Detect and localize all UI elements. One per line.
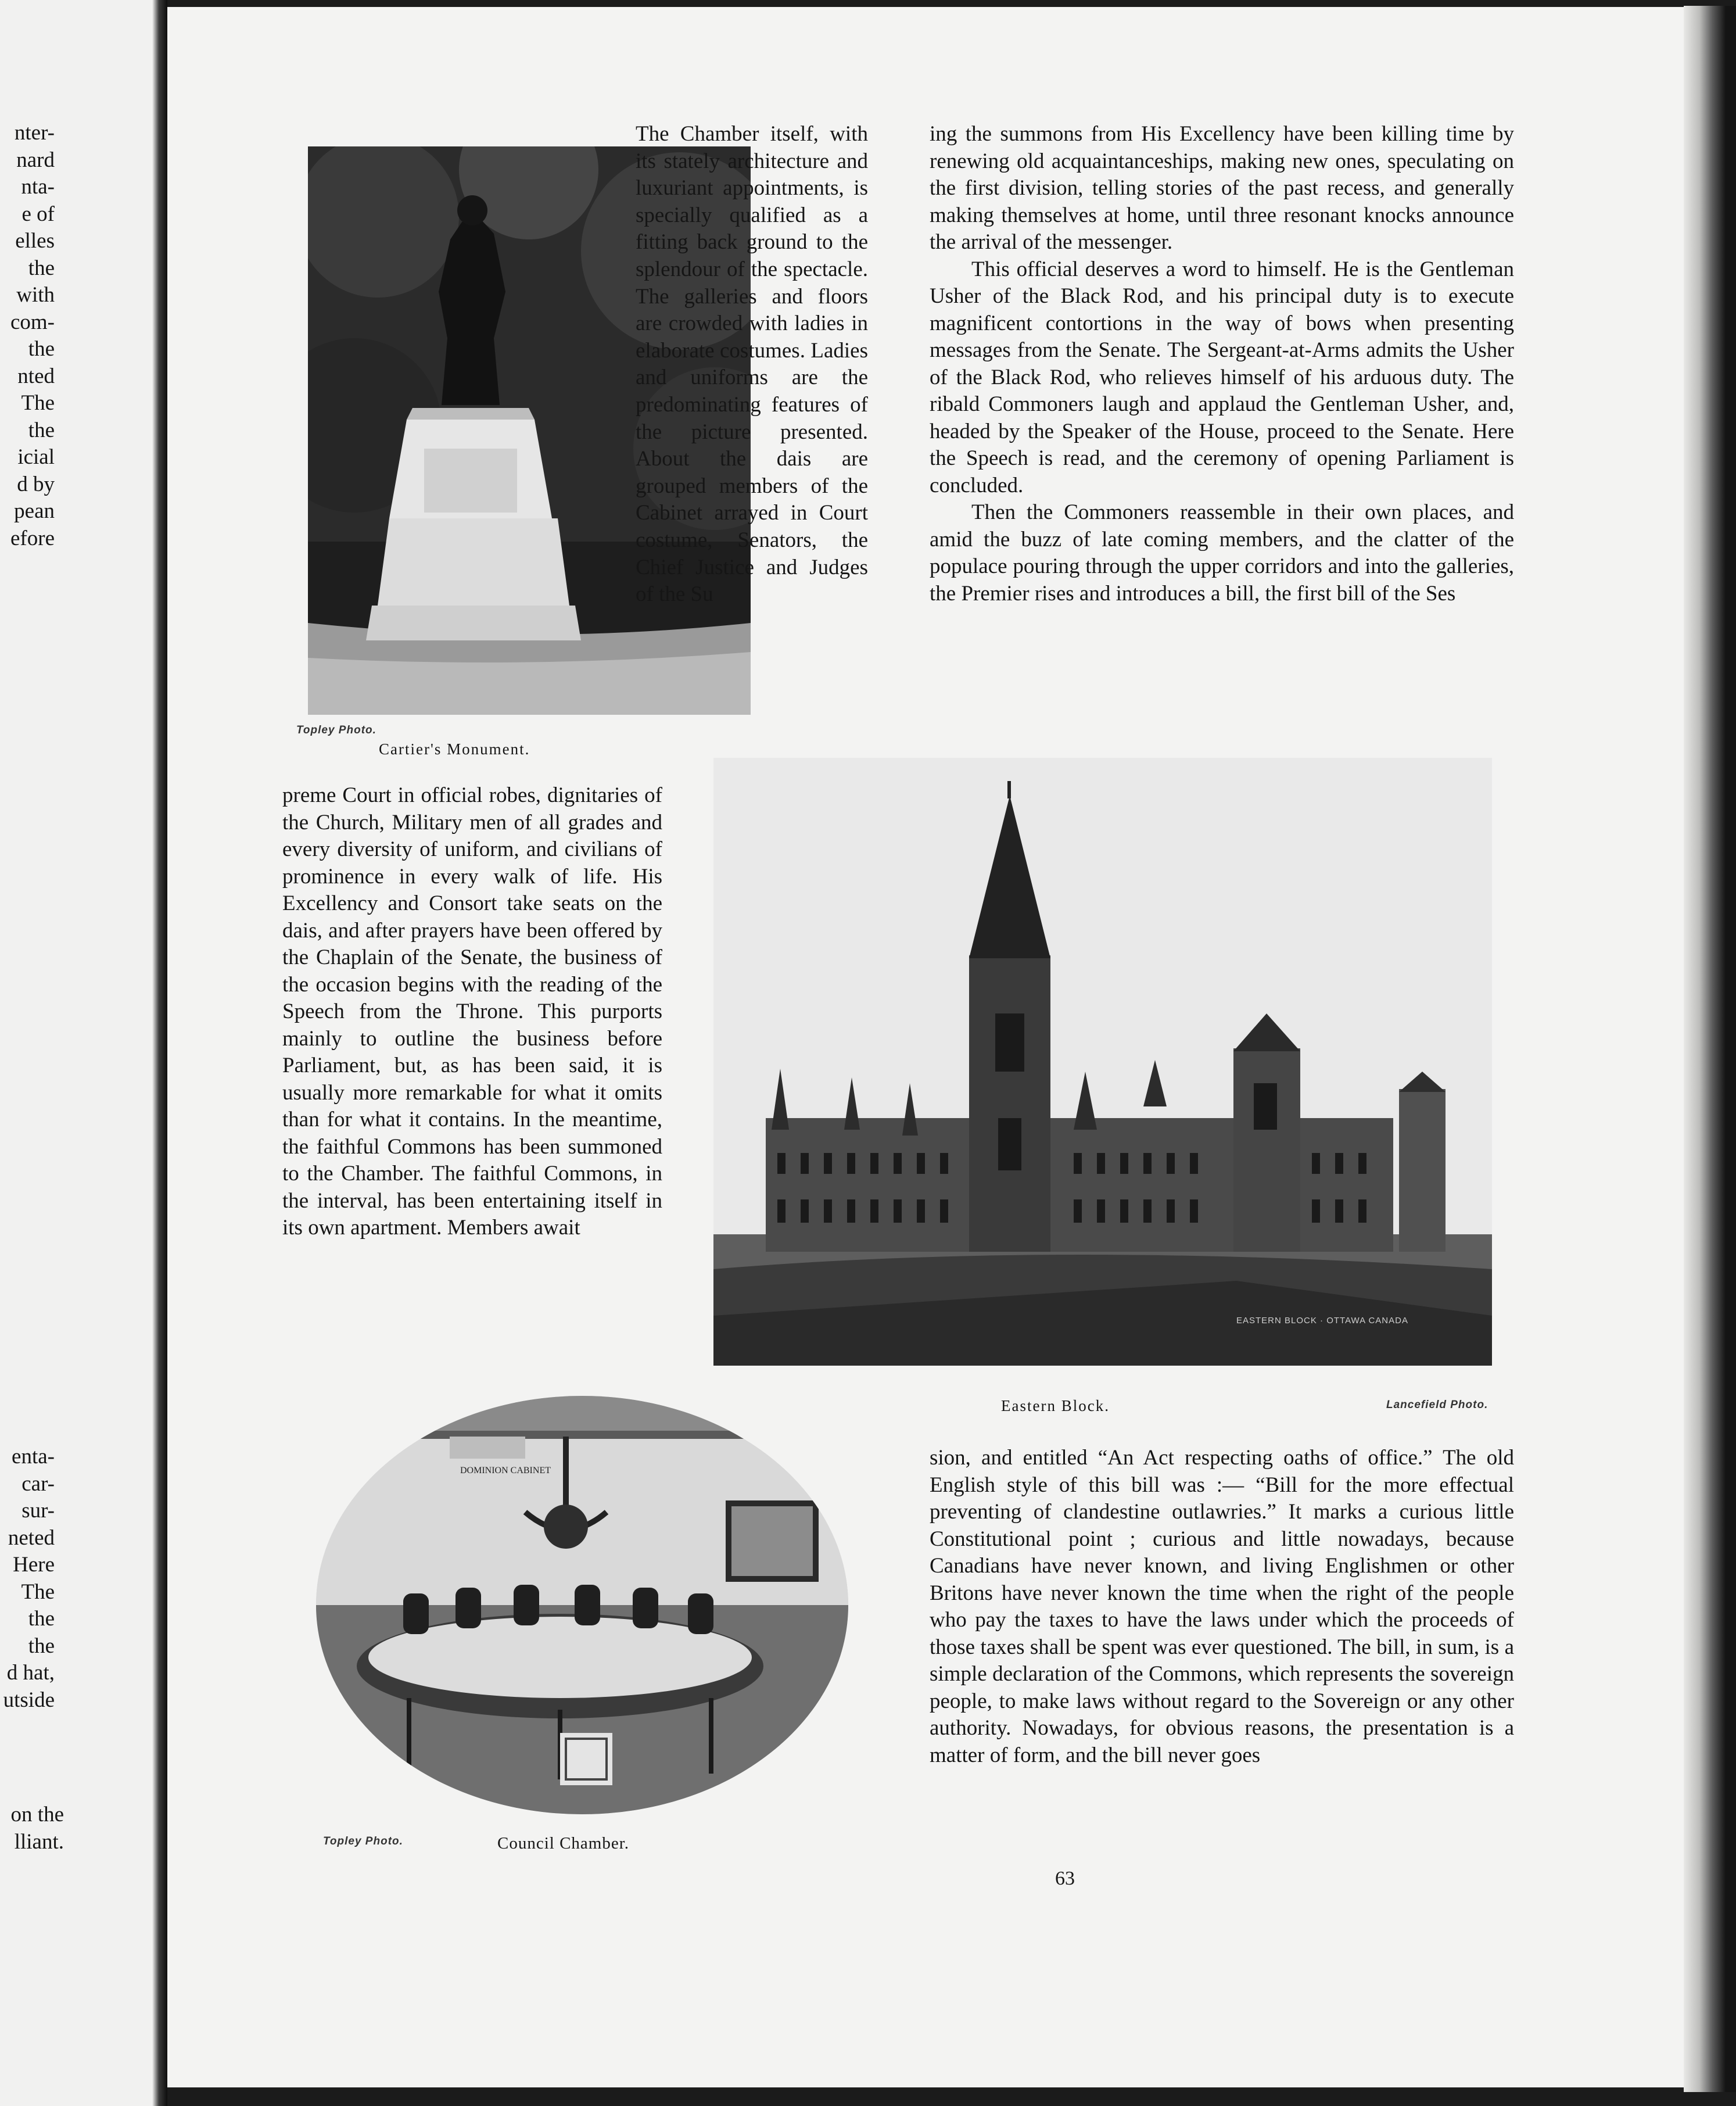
facing-page-line: efore (10, 526, 55, 550)
photo-inscription: EASTERN BLOCK · OTTAWA CANADA (1236, 1316, 1408, 1326)
facing-page-line: the (28, 256, 55, 280)
paragraph: Then the Commoners reassemble in their own places, and amid the buzz of late coming members, and the clatter of the populace pouring through the upper corridors and into the galleries, the Premier rises and introduces a bill, the first bill of the Ses (930, 500, 1514, 606)
book-gutter (152, 0, 167, 2106)
facing-page-line: icial (17, 445, 55, 469)
council-caption: Council Chamber. (497, 1834, 630, 1853)
facing-page-line: lliant. (14, 1829, 64, 1854)
facing-page-line: pean (14, 499, 55, 523)
facing-page-line: com- (10, 310, 55, 334)
text-column-bottom-right (930, 1445, 1514, 1769)
facing-page-line: elles (15, 229, 55, 253)
facing-page-line: enta- (12, 1445, 55, 1469)
monument-photo-credit: Topley Photo. (296, 724, 376, 736)
facing-page-line: Here (13, 1553, 55, 1577)
facing-page-line: the (28, 1607, 55, 1631)
page-edge (1684, 6, 1736, 2092)
facing-page-line: the (28, 1634, 55, 1658)
facing-page-line: with (16, 283, 55, 307)
paragraph: ing the summons from His Excellency have been killing time by renewing old acquaintanceships, making new ones, speculating on the first division, telling stories of the past recess, and generally making themselves at home, until three resonant knocks announce the arrival of the messenger. (930, 122, 1514, 254)
paragraph: This official deserves a word to himself. He is the Gentleman Usher of the Black Rod, and his principal duty is to execute magnificent contortions in the way of bows when presenting messages from the Senate. The Sergeant-at-Arms admits the Usher of the Black Rod, who relieves himself of his arduous duty. The ribald Commoners laugh and applaud the Gentleman Usher, and, headed by the Speaker of the House, proceed to the Senate. Here the Speech is read, and the ceremony of opening Parliament is concluded. (930, 257, 1514, 497)
facing-page-line: neted (8, 1525, 55, 1550)
facing-page-line: nta- (21, 175, 55, 199)
text-column-middle-left (282, 782, 662, 1242)
facing-page-line: sur- (21, 1499, 55, 1523)
eastern-block-caption: Eastern Block. (1001, 1397, 1110, 1414)
paragraph: The Chamber itself, with its stately architecture and luxuriant appointments, is specially qualified as a fitting back ground to the splendour of the spectacle. The galleries and floors are crowded with ladies in elaborate costumes. Ladies and uniforms are the predominating features of the picture presented. About the dais are grouped members of the Cabinet arrayed in Court costume, Senators, the Chief Justice and Judges of the Su (636, 122, 868, 607)
facing-page (0, 0, 152, 2106)
facing-page-line: nard (16, 148, 55, 172)
facing-page-line: the (28, 337, 55, 361)
facing-page-line: e of (21, 202, 55, 226)
facing-page-line: on the (10, 1803, 64, 1826)
paragraph: preme Court in official robes, dignitaries of the Church, Military men of all grades and every diversity of uniform, and civilians of prominence in every walk of life. His Excellency and Consort take seats on the dais, and after prayers have been offered by the Chaplain of the Senate, the business of the occasion begins with the reading of the Speech from the Throne. This purports mainly to outline the business before Parliament, but, as has been said, it is usually more remarkable for what it omits than for what it contains. In the meantime, the faithful Commons has been summoned to the Chamber. The faithful Commons, in the interval, has been entertaining itself in its own apartment. Members await (282, 783, 662, 1240)
eastern-block-photo (713, 758, 1492, 1366)
facing-page-line: the (28, 418, 55, 442)
facing-page-line: car- (21, 1471, 55, 1496)
text-column-top-right (930, 121, 1514, 607)
paragraph: sion, and entitled “An Act respecting oaths of office.” The old English style of this bill was :— “Bill for the more effectual preventing of clandestine outlawries.” It marks a curious little Constitutional point ; curious and little nowadays, because Canadians have never known, and living Englishmen or other Britons have never known the time when the right of the people who pay the taxes to have the laws under which the proceeds of those taxes shall be spent was ever questioned. The bill, in sum, is a simple declaration of the Commons, which represents the sovereign people, to make laws without regard to the Sovereign or any other authority. Nowadays, for obvious reasons, the presentation is a matter of form, and the bill never goes (930, 1446, 1514, 1767)
eastern-block-photo-credit: Lancefield Photo. (1386, 1399, 1488, 1411)
magazine-page (167, 7, 1684, 2087)
facing-page-line: nter- (14, 121, 55, 145)
council-chamber-photo (316, 1396, 848, 1814)
facing-page-line: d by (17, 472, 55, 496)
facing-page-line: d hat, (6, 1661, 55, 1685)
page-number: 63 (1055, 1868, 1075, 1889)
photo-inscription: DOMINION CABINET (460, 1466, 551, 1475)
facing-page-line: utside (3, 1688, 55, 1712)
monument-caption: Cartier's Monument. (379, 740, 530, 758)
facing-page-line: The (21, 391, 55, 415)
facing-page-line: nted (17, 364, 55, 388)
facing-page-line: The (21, 1580, 55, 1604)
text-column-top-middle (636, 121, 868, 608)
council-photo-credit: Topley Photo. (323, 1835, 403, 1847)
